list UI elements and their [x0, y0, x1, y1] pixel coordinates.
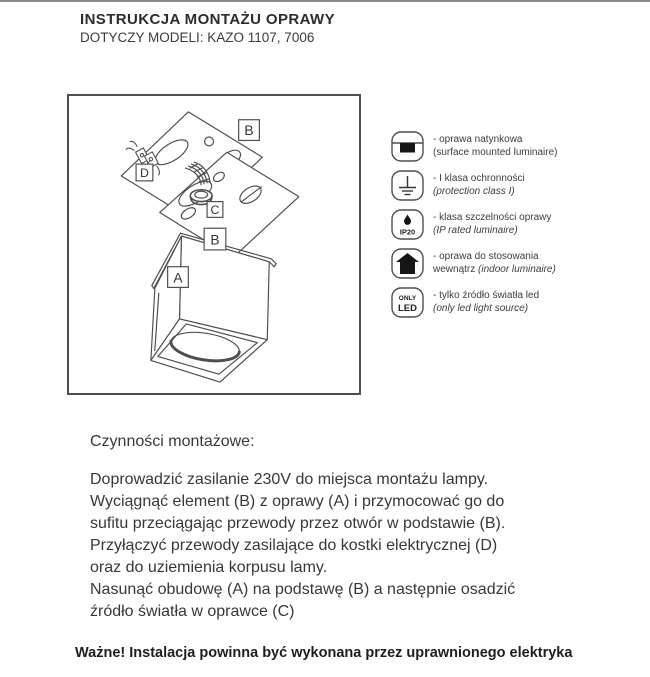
- protection-class-icon: [391, 170, 424, 201]
- instruction-line: źródło światła w oprawce (C): [90, 603, 295, 620]
- led-only-label-bottom: LED: [398, 303, 417, 314]
- instructions-heading: Czynności montażowe:: [90, 433, 255, 450]
- symbol-legend: [391, 131, 621, 326]
- legend-row-protection-class: [391, 170, 621, 201]
- ip-rating-label: IP20: [399, 227, 416, 237]
- instructions-section: [90, 433, 590, 623]
- legend-label-en: (only led light source): [433, 302, 529, 314]
- page-title: INSTRUKCJA MONTAŻU OPRAWY: [80, 11, 335, 28]
- instruction-line: Wyciągnąć element (B) z oprawy (A) i przymocować go do: [90, 493, 505, 510]
- page-subtitle: DOTYCZY MODELI: KAZO 1107, 7006: [80, 30, 315, 45]
- instruction-line: Doprowadzić zasilanie 230V do miejsca montażu lampy.: [90, 471, 489, 488]
- instruction-line: oraz do uziemienia korpusu lamy.: [90, 559, 328, 576]
- diagram-label-housing-a: A: [173, 270, 183, 286]
- legend-row-indoor: [391, 248, 621, 279]
- legend-label-en: (surface mounted luminaire): [433, 146, 558, 158]
- indoor-icon: [391, 248, 424, 279]
- luminaire-exploded-diagram: [69, 96, 359, 393]
- instruction-line: Nasunąć obudowę (A) na podstawę (B) a następnie osadzić: [90, 581, 516, 598]
- led-only-icon: [391, 287, 424, 318]
- warning-text: Ważne! Instalacja powinna być wykonana przez uprawnionego elektryka: [75, 645, 573, 661]
- led-only-label-top: ONLY: [398, 295, 417, 302]
- legend-row-surface-mounted: [391, 131, 621, 162]
- ip-rating-icon: [391, 209, 424, 240]
- legend-label-en: wewnątrz (indoor luminaire): [433, 263, 556, 275]
- legend-label-en: (protection class I): [433, 185, 515, 197]
- legend-row-ip-rating: [391, 209, 621, 240]
- header: [80, 11, 335, 45]
- legend-label-pl: - I klasa ochronności: [433, 173, 525, 184]
- legend-label-pl: - oprawa do stosowania: [433, 251, 539, 262]
- instruction-line: sufitu przeciągając przewody przez otwór w podstawie (B).: [90, 515, 506, 532]
- legend-label-pl: - oprawa natynkowa: [433, 134, 523, 145]
- instructions-body: [90, 469, 590, 623]
- legend-row-led-only: [391, 287, 621, 318]
- diagram-label-plate-b: B: [244, 123, 254, 139]
- legend-label-en: (IP rated luminaire): [433, 224, 518, 236]
- legend-label-pl: - tylko źródło światła led: [433, 290, 540, 301]
- diagram-label-socket-c: C: [210, 202, 220, 217]
- instruction-line: Przyłączyć przewody zasilające do kostki elektrycznej (D): [90, 537, 498, 554]
- diagram-label-terminal-d: D: [140, 165, 149, 180]
- diagram-label-housing-b: B: [210, 232, 220, 248]
- diagram-figure: [67, 94, 361, 395]
- surface-mounted-icon: [391, 131, 424, 162]
- legend-label-pl: - klasa szczelności oprawy: [433, 212, 552, 223]
